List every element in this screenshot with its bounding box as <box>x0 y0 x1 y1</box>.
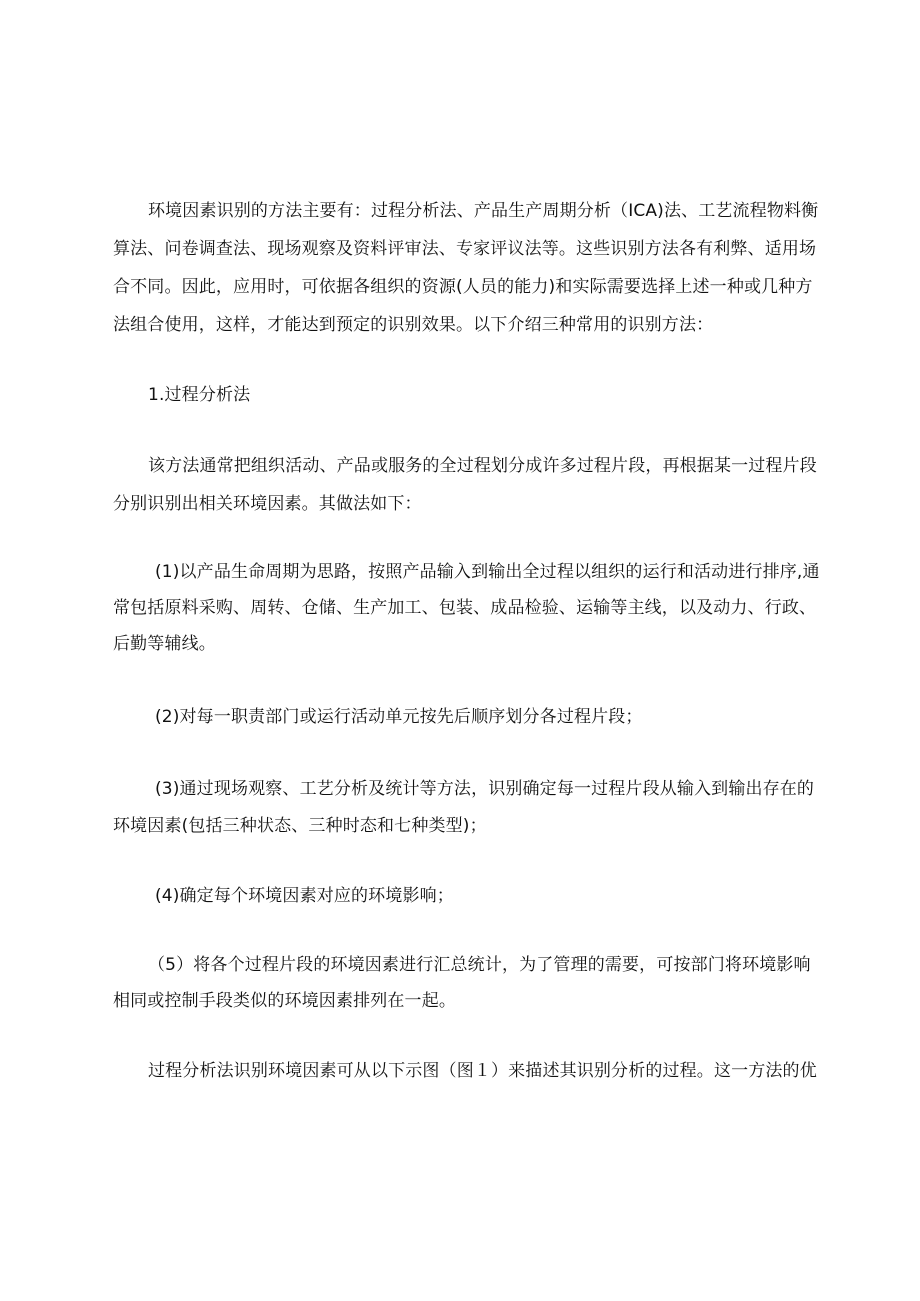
intro-line-4: 法组合使用，这样，才能达到预定的识别效果。以下介绍三种常用的识别方法： <box>113 315 714 335</box>
intro-line-3: 合不同。因此，应用时，可依据各组织的资源(人员的能力)和实际需要选择上述一种或几种方 <box>113 277 813 297</box>
method-desc-line-2: 分别识别出相关环境因素。其做法如下： <box>113 494 422 514</box>
step-2-line-1: (2)对每一职责部门或运行活动单元按先后顺序划分各过程片段； <box>155 707 643 727</box>
step-1-line-2: 常包括原料采购、周转、仓储、生产加工、包装、成品检验、运输等主线，以及动力、行政、 <box>113 598 817 618</box>
step-5-line-2: 相同或控制手段类似的环境因素排列在一起。 <box>113 991 456 1011</box>
method-desc-line-1: 该方法通常把组织活动、产品或服务的全过程划分成许多过程片段，再根据某一过程片段 <box>148 456 817 476</box>
intro-line-2: 算法、问卷调查法、现场观察及资料评审法、专家评议法等。这些识别方法各有利弊、适用场 <box>113 239 817 259</box>
step-4-line-1: (4)确定每个环境因素对应的环境影响； <box>155 886 454 906</box>
step-1-line-1: (1)以产品生命周期为思路，按照产品输入到输出全过程以组织的运行和活动进行排序,通 <box>155 562 820 582</box>
step-3-line-2: 环境因素(包括三种状态、三种时态和七种类型)； <box>113 816 487 836</box>
step-1-line-3: 后勤等辅线。 <box>113 634 216 654</box>
section-heading: 1.过程分析法 <box>148 385 251 405</box>
step-5-line-1: （5）将各个过程片段的环境因素进行汇总统计，为了管理的需要，可按部门将环境影响 <box>148 955 811 975</box>
step-3-line-1: (3)通过现场观察、工艺分析及统计等方法，识别确定每一过程片段从输入到输出存在的 <box>155 779 815 799</box>
intro-line-1: 环境因素识别的方法主要有：过程分析法、产品生产周期分析（ICA)法、工艺流程物料衡 <box>148 201 819 221</box>
closing-line-1: 过程分析法识别环境因素可从以下示图（图１）来描述其识别分析的过程。这一方法的优 <box>148 1061 817 1081</box>
